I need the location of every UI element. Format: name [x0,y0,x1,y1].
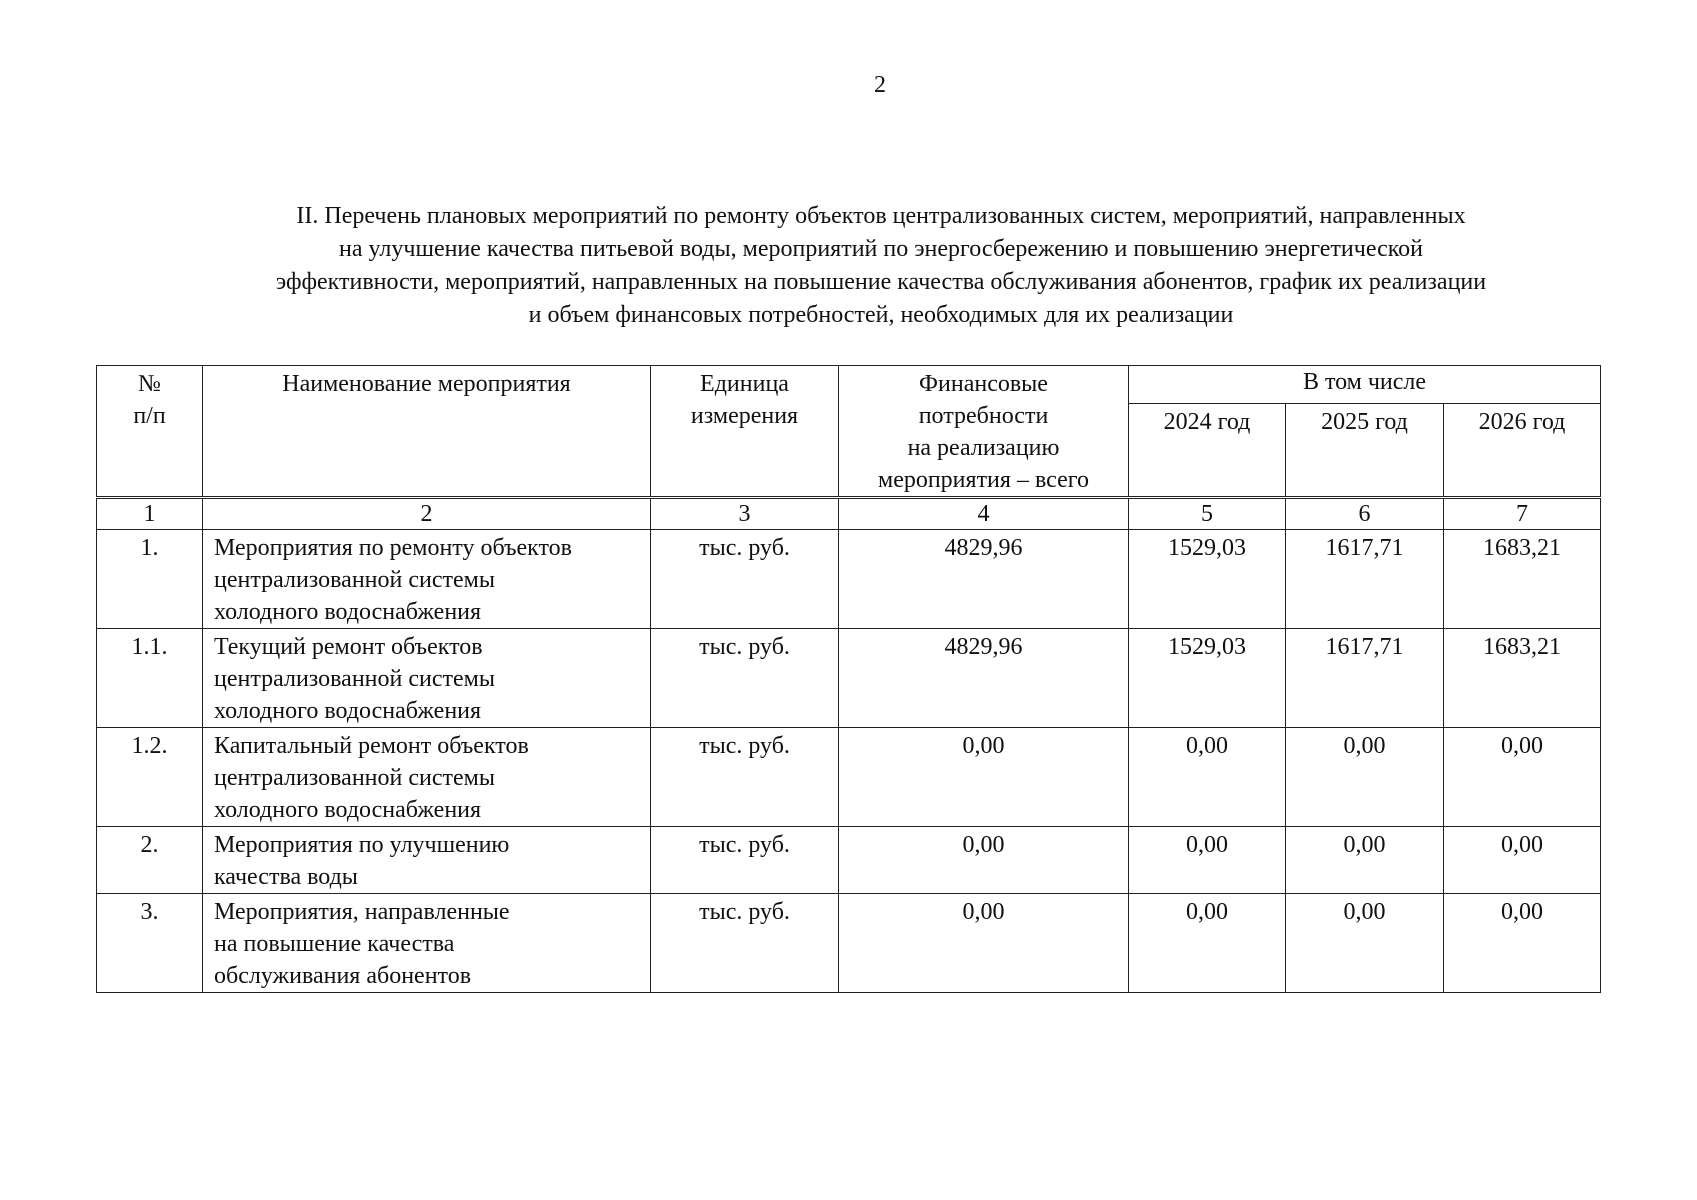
header-total: Финансовые потребности на реализацию мероприятия – всего [839,366,1129,498]
row-2025: 0,00 [1286,894,1444,993]
title-line: эффективности, мероприятий, направленных на повышение качества обслуживания абонентов, график их реализации [275,269,1487,295]
row-num: 1.1. [97,629,203,728]
title-line: и объем финансовых потребностей, необходимых для их реализации [528,302,1234,328]
header-name: Наименование мероприятия [203,366,651,498]
col-number: 4 [839,498,1129,530]
row-unit: тыс. руб. [651,894,839,993]
col-number: 3 [651,498,839,530]
table-row [97,530,1601,629]
row-total: 0,00 [839,827,1129,894]
row-2024: 0,00 [1129,827,1286,894]
row-2024: 0,00 [1129,728,1286,827]
row-unit: тыс. руб. [651,629,839,728]
row-num: 3. [97,894,203,993]
title-line: II. Перечень плановых мероприятий по ремонту объектов централизованных систем, мероприятий, направленных [296,203,1466,229]
table-row [97,629,1601,728]
row-name: Мероприятия по улучшению качества воды [203,827,651,894]
row-num: 1.2. [97,728,203,827]
page-number: 2 [874,72,886,98]
row-name: Мероприятия, направленные на повышение качества обслуживания абонентов [203,894,651,993]
row-2026: 1683,21 [1444,530,1601,629]
col-number: 2 [203,498,651,530]
row-2026: 0,00 [1444,728,1601,827]
row-2024: 1529,03 [1129,530,1286,629]
row-unit: тыс. руб. [651,728,839,827]
header-year-2025: 2025 год [1286,404,1444,498]
measures-table [96,365,1601,993]
header-unit: Единица измерения [651,366,839,498]
table-row [97,728,1601,827]
table-row [97,827,1601,894]
document-title [120,200,1642,332]
row-2025: 0,00 [1286,728,1444,827]
row-total: 4829,96 [839,629,1129,728]
row-2026: 0,00 [1444,827,1601,894]
header-year-2024: 2024 год [1129,404,1286,498]
row-name: Мероприятия по ремонту объектов централизованной системы холодного водоснабжения [203,530,651,629]
row-num: 1. [97,530,203,629]
col-number: 6 [1286,498,1444,530]
row-total: 0,00 [839,894,1129,993]
row-2025: 1617,71 [1286,629,1444,728]
row-unit: тыс. руб. [651,827,839,894]
col-number: 1 [97,498,203,530]
row-2024: 0,00 [1129,894,1286,993]
row-name: Текущий ремонт объектов централизованной системы холодного водоснабжения [203,629,651,728]
row-name: Капитальный ремонт объектов централизованной системы холодного водоснабжения [203,728,651,827]
row-total: 4829,96 [839,530,1129,629]
col-number: 7 [1444,498,1601,530]
row-2026: 0,00 [1444,894,1601,993]
table-row [97,894,1601,993]
header-num: № п/п [97,366,203,498]
header-year-2026: 2026 год [1444,404,1601,498]
col-number: 5 [1129,498,1286,530]
row-2025: 0,00 [1286,827,1444,894]
row-2025: 1617,71 [1286,530,1444,629]
column-number-row [97,498,1601,530]
title-line: на улучшение качества питьевой воды, мероприятий по энергосбережению и повышению энергетической [338,236,1424,262]
header-group: В том числе [1129,366,1601,404]
row-2026: 1683,21 [1444,629,1601,728]
row-num: 2. [97,827,203,894]
row-unit: тыс. руб. [651,530,839,629]
row-total: 0,00 [839,728,1129,827]
row-2024: 1529,03 [1129,629,1286,728]
